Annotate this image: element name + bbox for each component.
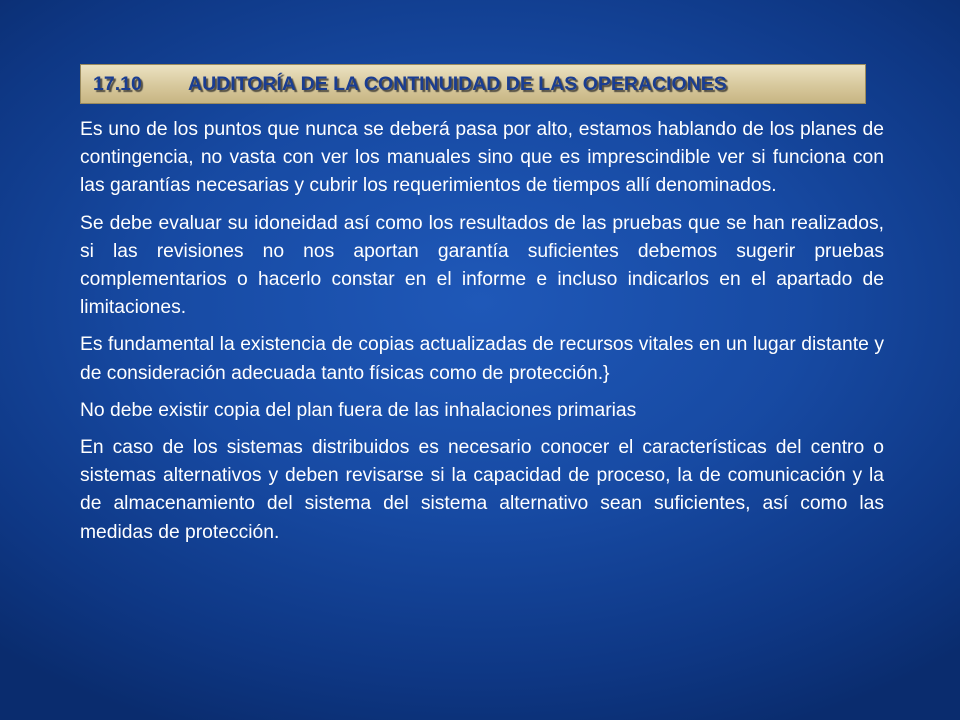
section-heading — [80, 64, 866, 104]
paragraph-2: Se debe evaluar su idoneidad así como los resultados de las pruebas que se han realizados, si las revisiones no nos aportan garantía suficientes debemos sugerir pruebas complementarios o hacerlo constar en el informe e incluso indicarlos en el apartado de limitaciones. — [80, 212, 884, 319]
section-number: 17.10 — [93, 72, 142, 95]
section-title: AUDITORÍA DE LA CONTINUIDAD DE LAS OPERACIONES — [188, 72, 727, 95]
paragraph-5: En caso de los sistemas distribuidos es necesario conocer el características del centro o sistemas alternativos y deben revisarse si la capacidad de proceso, la de comunicación y la de almacenamiento del sistema del sistema alternativo sean suficientes, así como las medidas de protección. — [80, 437, 884, 543]
paragraph-4: No debe existir copia del plan fuera de las inhalaciones primarias — [80, 399, 637, 421]
paragraph-3: Es fundamental la existencia de copias actualizadas de recursos vitales en un lugar distante y de consideración adecuada tanto físicas como de protección.} — [80, 334, 884, 384]
paragraph-1: Es uno de los puntos que nunca se deberá pasa por alto, estamos hablando de los planes de contingencia, no vasta con ver los manuales sino que es imprescindible ver si funciona con las garantías necesarias y cubrir los requerimientos de tiempos allí denominados. — [80, 119, 884, 197]
body-text — [80, 116, 884, 556]
